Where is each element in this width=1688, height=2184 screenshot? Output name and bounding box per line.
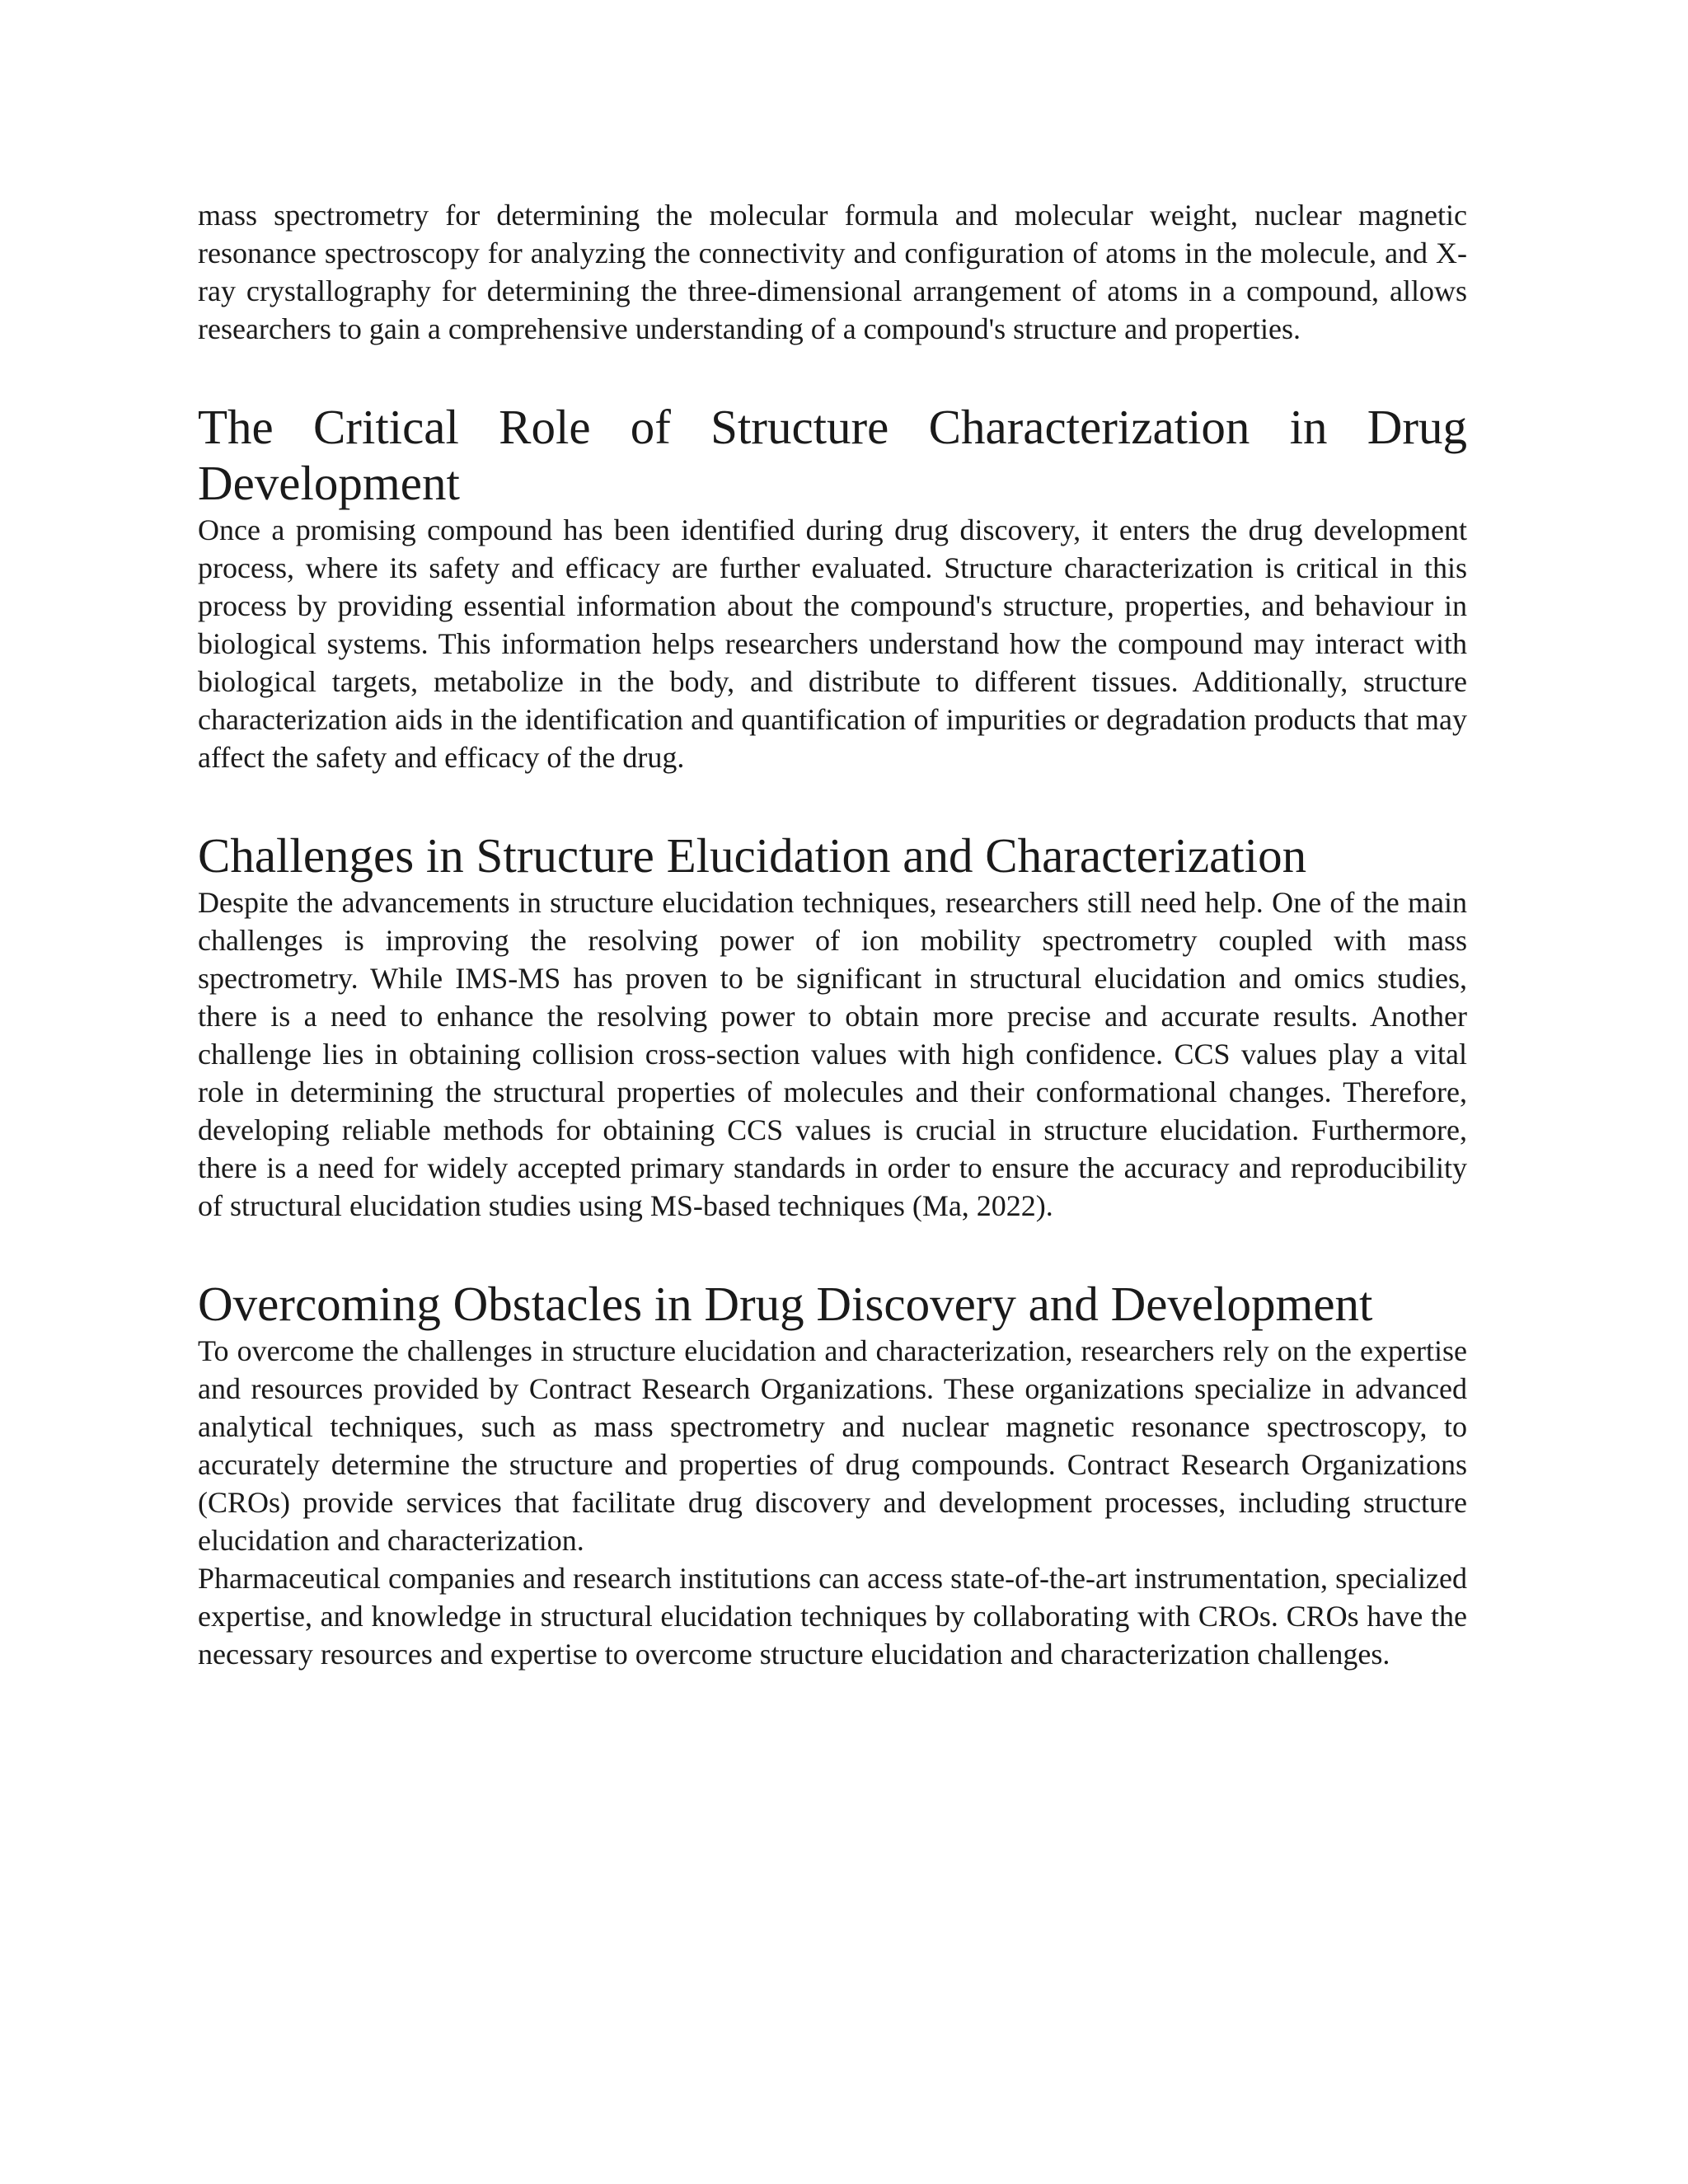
section-critical-role [198, 399, 1467, 776]
section-heading: Overcoming Obstacles in Drug Discovery and Development [198, 1277, 1373, 1331]
section-challenges [198, 827, 1467, 1225]
section-paragraph: Once a promising compound has been identified during drug discovery, it enters the drug development process, where its safety and efficacy are further evaluated. Structure characterization is critical in this process by providing essential information about the compound's structure, properties, and behaviour in biological systems. This information helps researchers understand how the compound may interact with biological targets, metabolize in the body, and distribute to different tissues. Additionally, structure characterization aids in the identification and quantification of impurities or degradation products that may affect the safety and efficacy of the drug. [198, 513, 1467, 774]
section-heading: Challenges in Structure Elucidation and Characterization [198, 828, 1307, 883]
section-paragraph: Despite the advancements in structure elucidation techniques, researchers still need help. One of the main challenges is improving the resolving power of ion mobility spectrometry coupled with mass spectrometry. While IMS-MS has proven to be significant in structural elucidation and omics studies, there is a need to enhance the resolving power to obtain more precise and accurate results. Another challenge lies in obtaining collision cross-section values with high confidence. CCS values play a vital role in determining the structural properties of molecules and their conformational changes. Therefore, developing reliable methods for obtaining CCS values is crucial in structure elucidation. Furthermore, there is a need for widely accepted primary standards in order to ensure the accuracy and reproducibility of structural elucidation studies using MS-based techniques (Ma, 2022). [198, 886, 1467, 1222]
intro-paragraph: mass spectrometry for determining the molecular formula and molecular weight, nuclear magnetic resonance spectroscopy for analyzing the connectivity and configuration of atoms in the molecule, and X-ray crystallography for determining the three-dimensional arrangement of atoms in a compound, allows researchers to gain a comprehensive understanding of a compound's structure and properties. [198, 199, 1467, 345]
document-page [198, 196, 1467, 1673]
section-overcoming-obstacles [198, 1276, 1467, 1673]
section-paragraph: Pharmaceutical companies and research institutions can access state-of-the-art instrumentation, specialized expertise, and knowledge in structural elucidation techniques by collaborating with CROs. CROs have the necessary resources and expertise to overcome structure elucidation and characterization challenges. [198, 1562, 1467, 1671]
section-heading: The Critical Role of Structure Characterization in Drug Development [198, 400, 1467, 510]
section-paragraph: To overcome the challenges in structure elucidation and characterization, researchers rely on the expertise and resources provided by Contract Research Organizations. These organizations specialize in advanced analytical techniques, such as mass spectrometry and nuclear magnetic resonance spectroscopy, to accurately determine the structure and properties of drug compounds. Contract Research Organizations (CROs) provide services that facilitate drug discovery and development processes, including structure elucidation and characterization. [198, 1334, 1467, 1557]
